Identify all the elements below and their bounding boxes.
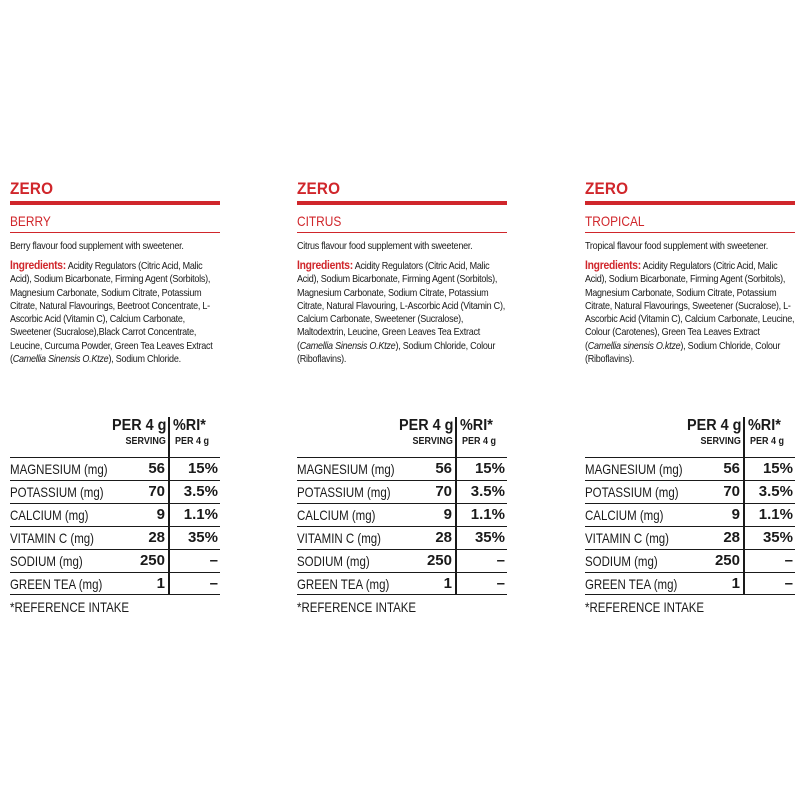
table-row	[297, 526, 507, 549]
table-row	[297, 572, 507, 595]
nutrition-table	[297, 417, 507, 615]
variant-divider	[10, 232, 220, 233]
nutrient-name: SODIUM (mg)	[10, 553, 83, 569]
table-row	[585, 526, 795, 549]
title-divider	[10, 201, 220, 205]
nutrient-value: 28	[723, 529, 740, 546]
ingredients-latin-name: Camellia Sinensis O.Ktze	[299, 339, 396, 352]
nutrition-rows	[297, 457, 507, 595]
table-row	[585, 549, 795, 572]
nutrition-rows	[585, 457, 795, 595]
variant-divider	[297, 232, 507, 233]
ri-sub-label: PER 4 g	[175, 436, 210, 447]
nutrient-ri: 35%	[743, 527, 795, 549]
product-panel-tropical	[585, 179, 795, 615]
nutrient-ri: –	[455, 573, 507, 594]
nutrient-value: 9	[156, 506, 165, 523]
per-serving-header	[111, 417, 168, 457]
table-row	[297, 503, 507, 526]
nutrient-ri: –	[168, 550, 220, 572]
ingredients-part-3: ), Sodium Chloride.	[108, 353, 181, 366]
ingredients-text	[10, 259, 220, 366]
table-row	[585, 457, 795, 480]
ri-label: %RI*	[748, 417, 781, 434]
nutrient-ri: 3.5%	[168, 481, 220, 503]
nutrient-ri: 3.5%	[455, 481, 507, 503]
ingredients-part-1: Acidity Regulators (Citric Acid, Malic Acid), Sodium Bicarbonate, Firming Agent (Sorbitols), Magnesium Carbonate, Sodium Citrate, Potassium Citrate, Natural Flavourings, Sweetener (Sucralose), L-Ascorbic Acid (Vitamin C), Calcium Carbonate, Leucine, Colour (Carotenes), Green Tea Leaves Extract (	[585, 260, 795, 352]
serving-label: SERVING	[700, 436, 741, 447]
nutrient-value: 56	[148, 460, 165, 477]
nutrient-name: SODIUM (mg)	[297, 553, 370, 569]
serving-label: SERVING	[412, 436, 453, 447]
table-row	[10, 549, 220, 572]
nutrient-ri: –	[455, 550, 507, 572]
table-row	[10, 480, 220, 503]
product-variant: BERRY	[10, 213, 51, 229]
table-row	[297, 457, 507, 480]
ri-label: %RI*	[460, 417, 493, 434]
product-variant: CITRUS	[297, 213, 342, 229]
nutrient-value: 56	[435, 460, 452, 477]
nutrient-ri: –	[743, 550, 795, 572]
ingredients-label: Ingredients:	[10, 258, 66, 272]
nutrient-value: 1	[731, 575, 740, 592]
nutrition-header	[585, 417, 795, 457]
nutrient-value: 9	[443, 506, 452, 523]
nutrient-name: GREEN TEA (mg)	[297, 576, 390, 592]
table-row	[10, 572, 220, 595]
ingredients-part-1: Acidity Regulators (Citric Acid, Malic Acid), Sodium Bicarbonate, Firming Agent (Sorbitols), Magnesium Carbonate, Sodium Citrate, Potassium Citrate, Natural Flavourings, Beetroot Concentrate, L-Ascorbic Acid (Vitamin C), Calcium Carbonate, Sweetener (Sucralose),Black Carrot Concentrate, Leucine, Curcuma Powder, Green Tea Leaves Extract (	[10, 260, 213, 366]
ri-sub-label: PER 4 g	[750, 436, 785, 447]
product-title: ZERO	[297, 179, 341, 198]
per-serving-label: PER 4 g	[398, 417, 453, 434]
reference-intake-footnote: *REFERENCE INTAKE	[10, 599, 130, 615]
nutrient-ri: 15%	[455, 458, 507, 480]
ingredients-part-3: ), Sodium Chloride, Colour (Riboflavins).	[297, 339, 496, 366]
per-serving-header	[398, 417, 455, 457]
nutrient-value: 9	[731, 506, 740, 523]
nutrient-value: 70	[435, 483, 452, 500]
per-serving-label: PER 4 g	[686, 417, 741, 434]
table-row	[10, 457, 220, 480]
table-row	[10, 503, 220, 526]
nutrition-table	[10, 417, 220, 615]
nutrient-value: 28	[435, 529, 452, 546]
nutrient-name: CALCIUM (mg)	[10, 507, 89, 523]
title-divider	[297, 201, 507, 205]
nutrient-ri: –	[743, 573, 795, 594]
nutrient-value: 56	[723, 460, 740, 477]
table-row	[585, 480, 795, 503]
nutrient-value: 250	[426, 552, 452, 569]
nutrient-name: GREEN TEA (mg)	[585, 576, 678, 592]
nutrient-name: MAGNESIUM (mg)	[585, 461, 683, 477]
ri-sub-label: PER 4 g	[462, 436, 497, 447]
nutrient-value: 70	[148, 483, 165, 500]
nutrient-value: 1	[443, 575, 452, 592]
ingredients-part-1: Acidity Regulators (Citric Acid, Malic Acid), Sodium Bicarbonate, Firming Agent (Sorbitols), Magnesium Carbonate, Sodium Citrate, Potassium Citrate, Natural Flavouring, L-Ascorbic Acid (Vitamin C), Calcium Carbonate, Sweetener (Sucralose), Maltodextrin, Leucine, Green Leaves Tea Extract (	[297, 260, 505, 352]
ri-label: %RI*	[173, 417, 206, 434]
per-serving-label: PER 4 g	[111, 417, 166, 434]
nutrient-name: POTASSIUM (mg)	[585, 484, 679, 500]
ingredients-latin-name: Camellia sinensis O.ktze	[587, 339, 681, 352]
nutrient-ri: 35%	[455, 527, 507, 549]
table-row	[297, 549, 507, 572]
nutrient-value: 250	[714, 552, 740, 569]
nutrient-ri: 15%	[743, 458, 795, 480]
ri-header	[455, 417, 507, 457]
nutrient-ri: 1.1%	[455, 504, 507, 526]
ingredients-text	[585, 259, 795, 366]
per-serving-header	[686, 417, 743, 457]
product-panel-citrus	[297, 179, 507, 615]
serving-label: SERVING	[125, 436, 166, 447]
nutrient-ri: 1.1%	[743, 504, 795, 526]
product-description: Berry flavour food supplement with sweetener.	[10, 240, 184, 252]
nutrient-name: CALCIUM (mg)	[585, 507, 664, 523]
table-row	[585, 572, 795, 595]
nutrient-value: 70	[723, 483, 740, 500]
nutrient-name: MAGNESIUM (mg)	[10, 461, 108, 477]
ri-header	[743, 417, 795, 457]
nutrient-name: VITAMIN C (mg)	[297, 530, 381, 546]
nutrition-header	[297, 417, 507, 457]
nutrient-name: VITAMIN C (mg)	[585, 530, 669, 546]
table-row	[297, 480, 507, 503]
nutrition-table	[585, 417, 795, 615]
reference-intake-footnote: *REFERENCE INTAKE	[297, 599, 417, 615]
product-description: Citrus flavour food supplement with sweetener.	[297, 240, 473, 252]
nutrient-ri: 35%	[168, 527, 220, 549]
nutrient-name: POTASSIUM (mg)	[10, 484, 104, 500]
reference-intake-footnote: *REFERENCE INTAKE	[585, 599, 705, 615]
nutrient-name: SODIUM (mg)	[585, 553, 658, 569]
product-title: ZERO	[10, 179, 54, 198]
ri-header	[168, 417, 220, 457]
nutrient-ri: –	[168, 573, 220, 594]
nutrient-ri: 3.5%	[743, 481, 795, 503]
product-variant: TROPICAL	[585, 213, 645, 229]
nutrition-header	[10, 417, 220, 457]
nutrient-ri: 15%	[168, 458, 220, 480]
variant-divider	[585, 232, 795, 233]
table-row	[10, 526, 220, 549]
product-title: ZERO	[585, 179, 629, 198]
ingredients-label: Ingredients:	[297, 258, 353, 272]
nutrition-rows	[10, 457, 220, 595]
title-divider	[585, 201, 795, 205]
nutrient-name: VITAMIN C (mg)	[10, 530, 94, 546]
ingredients-text	[297, 259, 507, 366]
table-row	[585, 503, 795, 526]
product-panel-berry	[10, 179, 220, 615]
nutrient-name: CALCIUM (mg)	[297, 507, 376, 523]
ingredients-part-3: ), Sodium Chloride, Colour (Riboflavins).	[585, 339, 781, 366]
nutrient-ri: 1.1%	[168, 504, 220, 526]
nutrient-value: 250	[139, 552, 165, 569]
nutrient-value: 1	[156, 575, 165, 592]
ingredients-label: Ingredients:	[585, 258, 641, 272]
ingredients-latin-name: Camellia Sinensis O.Ktze	[12, 353, 109, 366]
nutrient-value: 28	[148, 529, 165, 546]
nutrient-name: GREEN TEA (mg)	[10, 576, 103, 592]
nutrient-name: POTASSIUM (mg)	[297, 484, 391, 500]
nutrient-name: MAGNESIUM (mg)	[297, 461, 395, 477]
product-description: Tropical flavour food supplement with sweetener.	[585, 240, 769, 252]
